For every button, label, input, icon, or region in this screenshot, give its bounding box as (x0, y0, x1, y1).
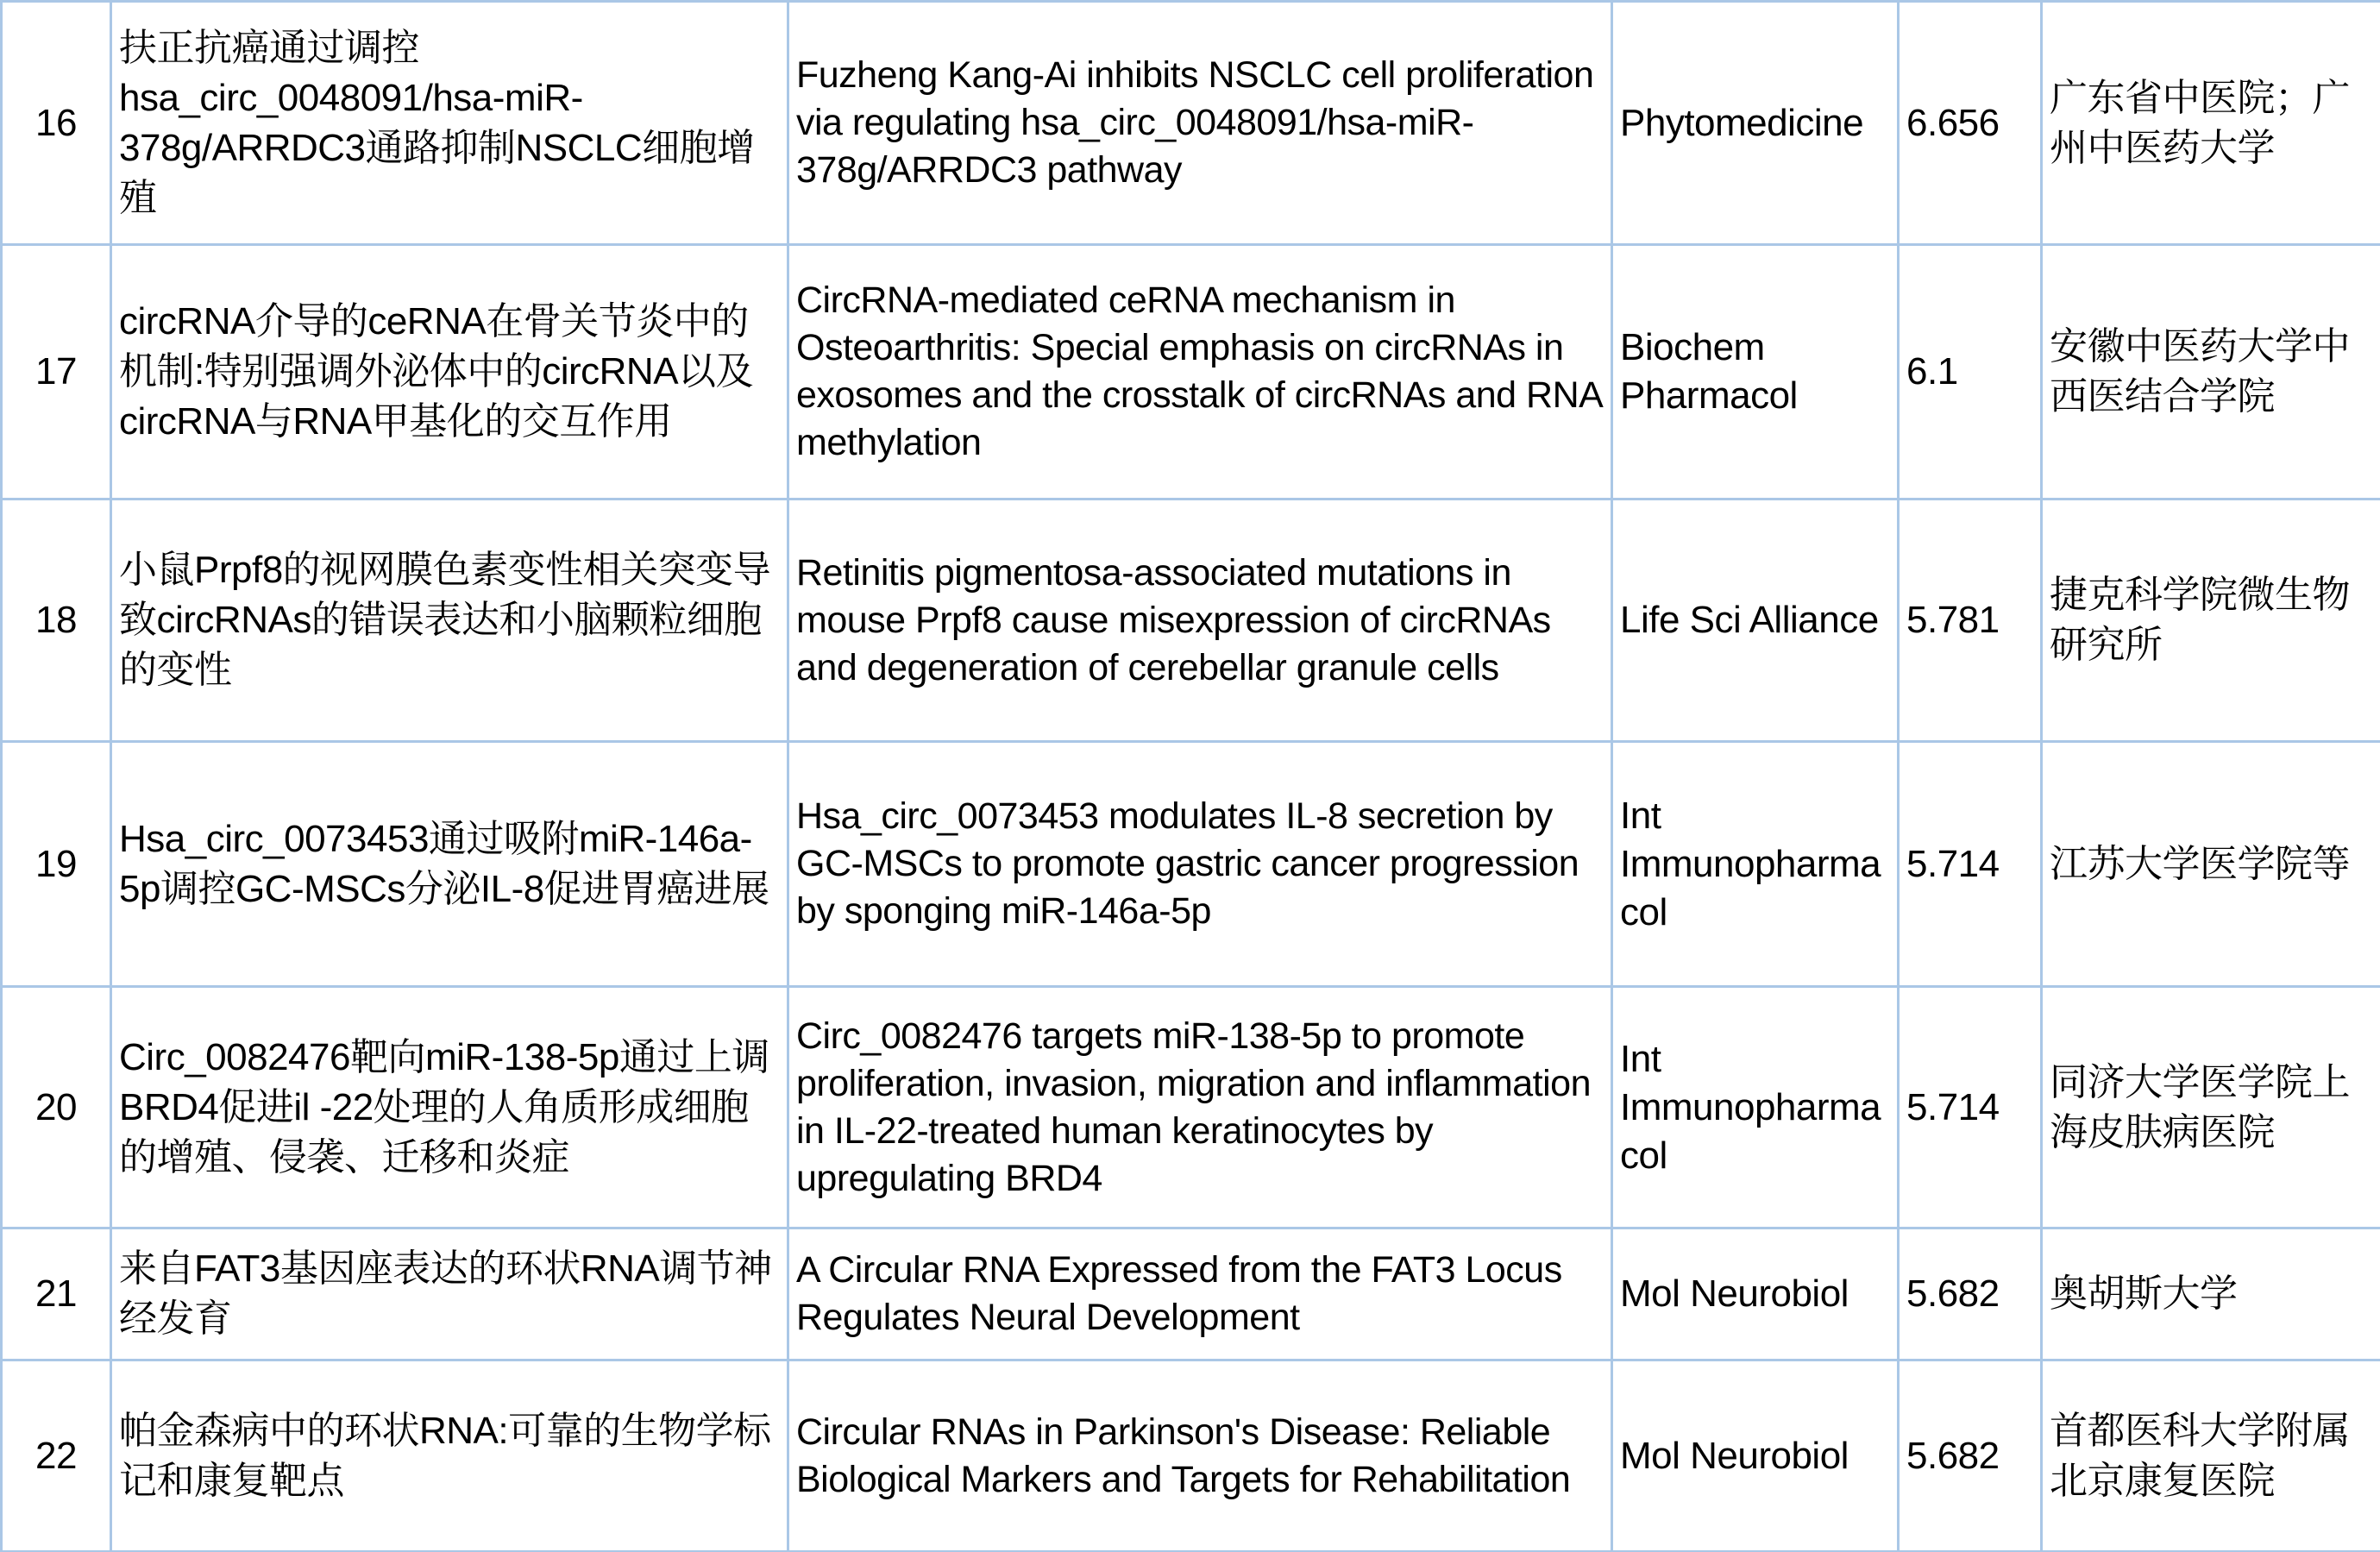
institution-cell: 捷克科学院微生物研究所 (2042, 500, 2380, 742)
table-row (2, 2, 2380, 245)
row-number-cell: 18 (2, 500, 111, 742)
journal-cell: Mol Neurobiol (1612, 1360, 1899, 1552)
table-row (2, 245, 2380, 500)
impact-factor-cell: 5.781 (1899, 500, 2042, 742)
title-zh-cell: Circ_0082476靶向miR-138-5p通过上调BRD4促进il -22处理的人角质形成细胞的增殖、侵袭、迁移和炎症 (111, 987, 788, 1228)
table-row (2, 500, 2380, 742)
table-row (2, 1228, 2380, 1360)
title-en-cell: A Circular RNA Expressed from the FAT3 Locus Regulates Neural Development (788, 1228, 1612, 1360)
title-en-cell: CircRNA-mediated ceRNA mechanism in Osteoarthritis: Special emphasis on circRNAs in exosomes and the crosstalk of circRNAs and RNA methylation (788, 245, 1612, 500)
row-number-cell: 22 (2, 1360, 111, 1552)
title-zh-cell: circRNA介导的ceRNA在骨关节炎中的机制:特别强调外泌体中的circRNA以及circRNA与RNA甲基化的交互作用 (111, 245, 788, 500)
title-en-cell: Retinitis pigmentosa-associated mutations in mouse Prpf8 cause misexpression of circRNAs and degeneration of cerebellar granule cells (788, 500, 1612, 742)
title-en-cell: Fuzheng Kang-Ai inhibits NSCLC cell proliferation via regulating hsa_circ_0048091/hsa-miR-378g/ARRDC3 pathway (788, 2, 1612, 245)
institution-cell: 安徽中医药大学中西医结合学院 (2042, 245, 2380, 500)
journal-cell: Life Sci Alliance (1612, 500, 1899, 742)
institution-cell: 奥胡斯大学 (2042, 1228, 2380, 1360)
institution-cell: 江苏大学医学院等 (2042, 742, 2380, 987)
title-zh-cell: 小鼠Prpf8的视网膜色素变性相关突变导致circRNAs的错误表达和小脑颗粒细胞的变性 (111, 500, 788, 742)
title-zh-cell: 扶正抗癌通过调控hsa_circ_0048091/hsa-miR-378g/ARRDC3通路抑制NSCLC细胞增殖 (111, 2, 788, 245)
journal-cell: Phytomedicine (1612, 2, 1899, 245)
title-zh-cell: Hsa_circ_0073453通过吸附miR-146a-5p调控GC-MSCs分泌IL-8促进胃癌进展 (111, 742, 788, 987)
row-number-cell: 17 (2, 245, 111, 500)
journal-cell: Int Immunopharmacol (1612, 987, 1899, 1228)
impact-factor-cell: 5.682 (1899, 1228, 2042, 1360)
title-en-cell: Circ_0082476 targets miR-138-5p to promote proliferation, invasion, migration and inflammation in IL-22-treated human keratinocytes by upregulating BRD4 (788, 987, 1612, 1228)
title-zh-cell: 帕金森病中的环状RNA:可靠的生物学标记和康复靶点 (111, 1360, 788, 1552)
title-en-cell: Circular RNAs in Parkinson's Disease: Reliable Biological Markers and Targets for Rehabilitation (788, 1360, 1612, 1552)
journal-cell: Biochem Pharmacol (1612, 245, 1899, 500)
institution-cell: 广东省中医院；广州中医药大学 (2042, 2, 2380, 245)
table-row (2, 987, 2380, 1228)
table-row (2, 1360, 2380, 1552)
journal-cell: Int Immunopharmacol (1612, 742, 1899, 987)
title-zh-cell: 来自FAT3基因座表达的环状RNA调节神经发育 (111, 1228, 788, 1360)
title-en-cell: Hsa_circ_0073453 modulates IL-8 secretion by GC-MSCs to promote gastric cancer progression by sponging miR-146a-5p (788, 742, 1612, 987)
row-number-cell: 19 (2, 742, 111, 987)
institution-cell: 同济大学医学院上海皮肤病医院 (2042, 987, 2380, 1228)
impact-factor-cell: 5.714 (1899, 987, 2042, 1228)
row-number-cell: 16 (2, 2, 111, 245)
row-number-cell: 20 (2, 987, 111, 1228)
impact-factor-cell: 5.682 (1899, 1360, 2042, 1552)
journal-cell: Mol Neurobiol (1612, 1228, 1899, 1360)
impact-factor-cell: 6.656 (1899, 2, 2042, 245)
row-number-cell: 21 (2, 1228, 111, 1360)
impact-factor-cell: 5.714 (1899, 742, 2042, 987)
table-row (2, 742, 2380, 987)
impact-factor-cell: 6.1 (1899, 245, 2042, 500)
institution-cell: 首都医科大学附属北京康复医院 (2042, 1360, 2380, 1552)
